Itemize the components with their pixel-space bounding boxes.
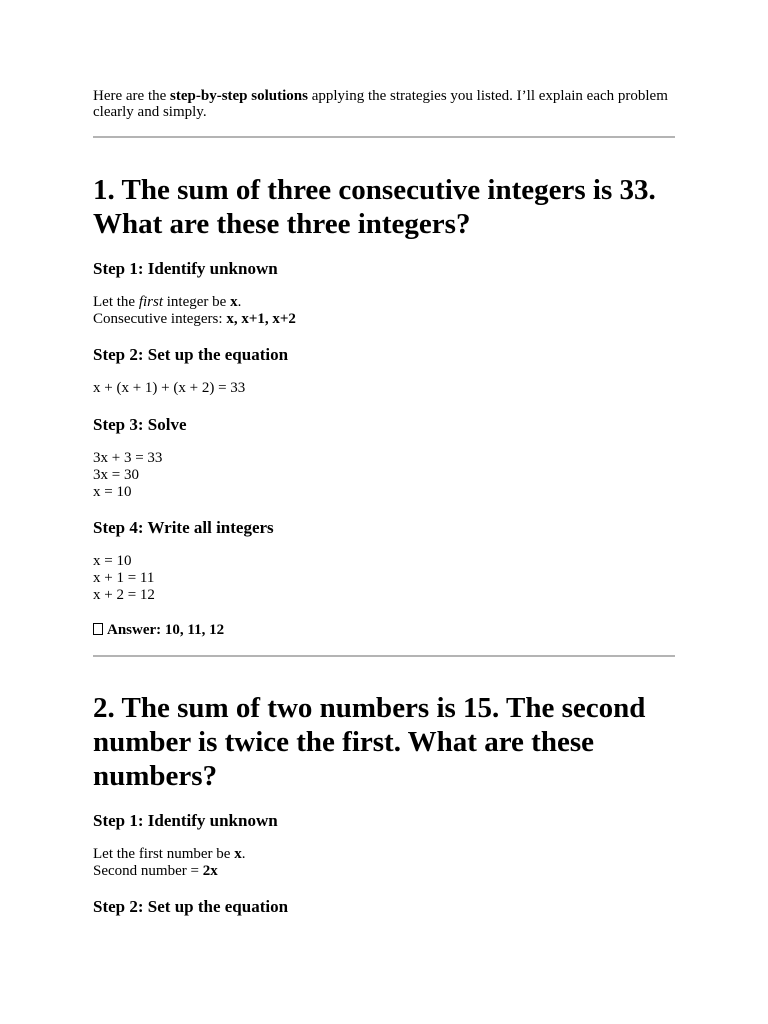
problem-1-step-1-body	[93, 294, 675, 328]
problem-1-step-1-line-2	[93, 311, 675, 328]
text-run: .	[241, 846, 246, 862]
divider-1	[93, 136, 675, 138]
text-run: Second number =	[93, 863, 203, 879]
problem-1-answer	[93, 622, 675, 639]
problem-2-step-1-heading: Step 1: Identify unknown	[93, 811, 278, 830]
problem-2-step-1-line-1	[93, 846, 675, 863]
intro-bold-text: step-by-step solutions	[170, 88, 308, 104]
text-run: .	[237, 294, 242, 310]
problem-2-step-1-line-2	[93, 863, 675, 880]
solve-line: 3x + 3 = 33	[93, 450, 163, 466]
problem-1-step-2-heading: Step 2: Set up the equation	[93, 345, 289, 364]
text-run: Let the	[93, 294, 139, 310]
intro-text-after: applying the strategies you listed. I’ll explain each problem clearly and simply.	[93, 88, 668, 120]
integer-line: x + 2 = 12	[93, 587, 155, 603]
integer-line: x + 1 = 11	[93, 570, 155, 586]
solve-line: 3x = 30	[93, 467, 139, 483]
problem-1-step-3-heading: Step 3: Solve	[93, 415, 187, 434]
intro-paragraph	[93, 88, 675, 120]
solve-line: x = 10	[93, 484, 132, 500]
text-run: Let the first number be	[93, 846, 235, 862]
document-body	[93, 88, 675, 917]
problem-1-equation: x + (x + 1) + (x + 2) = 33	[93, 380, 246, 396]
problem-1-step-1-heading: Step 1: Identify unknown	[93, 259, 278, 278]
problem-2-step-1-body	[93, 846, 675, 880]
bold-text: x	[230, 294, 238, 310]
problem-1-step-4-heading: Step 4: Write all integers	[93, 518, 274, 537]
bold-text: 2x	[202, 863, 218, 879]
problem-1-title: 1. The sum of three consecutive integers is 33. What are these three integers?	[93, 174, 656, 240]
bold-text: x	[234, 846, 242, 862]
intro-text-before: Here are the	[93, 88, 171, 104]
problem-1-step-3-body	[93, 450, 675, 501]
divider-2	[93, 655, 675, 657]
text-run: Consecutive integers:	[93, 311, 227, 327]
answer-text: Answer: 10, 11, 12	[107, 622, 225, 638]
problem-2-title: 2. The sum of two numbers is 15. The second number is twice the first. What are these numbers?	[93, 692, 646, 792]
problem-2-step-2-heading: Step 2: Set up the equation	[93, 897, 289, 916]
check-mark-icon	[93, 623, 103, 635]
problem-1-step-1-line-1	[93, 294, 675, 311]
bold-text: x, x+1, x+2	[226, 311, 296, 327]
text-run: integer be	[163, 294, 231, 310]
italic-text: first	[138, 294, 164, 310]
problem-1-step-4-body	[93, 553, 675, 604]
integer-line: x = 10	[93, 553, 132, 569]
